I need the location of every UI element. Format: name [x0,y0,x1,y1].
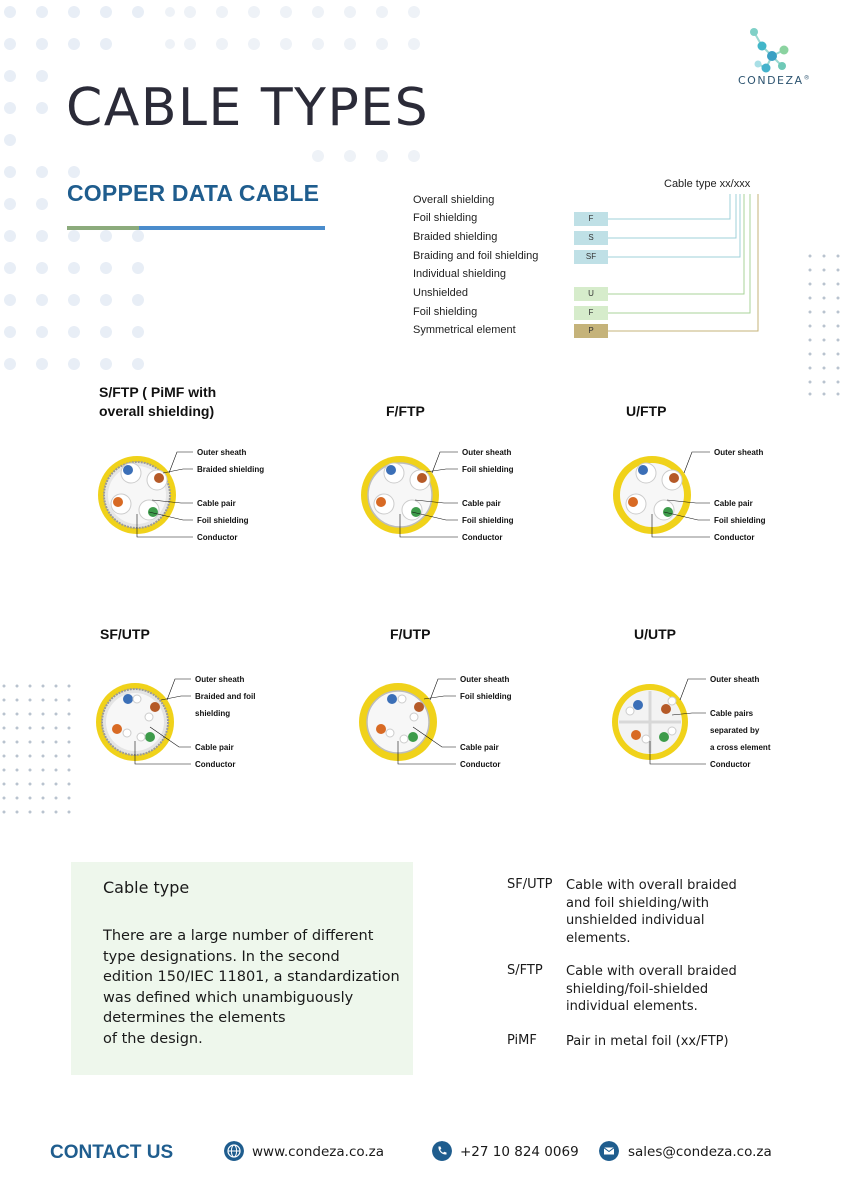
cable-title-sftp: S/FTP ( PiMF with overall shielding) [99,384,217,419]
info-heading: Cable type [103,878,190,897]
label-cable-pairs: Cable pairs [710,709,754,718]
label-cable-pair: Cable pair [197,499,236,508]
label-conductor: Conductor [197,533,238,542]
legend-connector-lines [0,0,848,360]
label-conductor: Conductor [462,533,503,542]
cable-diagram-futp [356,667,546,779]
label-outer-sheath: Outer sheath [710,675,760,684]
label-foil-shielding: Foil shielding [460,692,512,701]
definition-line: elements. [566,930,631,946]
contact-title: CONTACT US [50,1142,174,1163]
phone-link[interactable]: +27 10 824 0069 [460,1144,579,1160]
label-outer-sheath: Outer sheath [197,448,247,457]
label-braided-shielding: Braided shielding [197,465,265,474]
cable-diagram-uftp [610,440,800,552]
globe-icon [224,1141,244,1161]
label-cable-pair: Cable pair [462,499,501,508]
definition-text-sfutp [566,877,766,947]
label-conductor: Conductor [714,533,755,542]
cable-diagram-uutp [606,667,796,779]
definition-line: Cable with overall braided [566,878,737,893]
definition-line: Cable with overall braided [566,964,737,979]
cable-diagram-fftp [358,440,548,552]
label-separated-by: separated by [710,726,760,735]
code-box-sf: SF [574,250,608,264]
label-foil-shielding: Foil shielding [462,465,514,474]
email-icon [599,1141,619,1161]
info-line: There are a large number of different [103,928,374,944]
info-line: of the design. [103,1030,203,1047]
definition-abbr-sfutp: SF/UTP [507,877,553,892]
label-conductor: Conductor [195,760,236,769]
legend-label-symmetrical-element: Symmetrical element [413,324,516,336]
info-text [103,926,403,1049]
cable-title-fftp: F/FTP [386,403,425,419]
label-shielding: shielding [195,709,231,718]
section-title: COPPER DATA CABLE [67,180,320,206]
page-title: CABLE TYPES [66,78,430,138]
label-foil-shielding-2: Foil shielding [462,516,514,525]
cable-title-futp: F/UTP [390,626,431,642]
legend-label-braiding-foil: Braiding and foil shielding [413,250,539,262]
definition-line: shielding/foil-shielded [566,981,709,997]
label-outer-sheath: Outer sheath [195,675,245,684]
definition-abbr-sftp: S/FTP [507,963,543,978]
legend-label-foil-shielding-2: Foil shielding [413,306,478,318]
code-box-f: F [574,212,608,226]
code-box-s: S [574,231,608,245]
label-outer-sheath: Outer sheath [462,448,512,457]
dot-pattern-left [0,682,80,822]
legend-label-unshielded: Unshielded [413,287,469,299]
definition-text-pimf [566,1033,766,1051]
label-foil-shielding: Foil shielding [197,516,249,525]
cable-diagram-sftp [97,440,287,552]
legend-label-braided-shielding: Braided shielding [413,231,498,243]
phone-icon [432,1141,452,1161]
info-line: was defined which unambiguously [103,989,354,1006]
label-conductor: Conductor [710,760,751,769]
cable-title-uutp: U/UTP [634,626,676,642]
definition-line: and foil shielding/with [566,895,710,911]
label-cable-pair: Cable pair [460,743,499,752]
website-link[interactable]: www.condeza.co.za [252,1144,385,1160]
info-line: type designations. In the second [103,948,340,965]
info-line: determines the elements [103,1010,286,1026]
definition-text-sftp [566,963,766,1016]
code-box-f-2: F [574,306,608,320]
label-braided-and-foil: Braided and foil [195,692,256,701]
code-box-p: P [574,324,608,338]
label-cable-pair: Cable pair [195,743,234,752]
label-conductor: Conductor [460,760,501,769]
email-link[interactable]: sales@condeza.co.za [628,1144,772,1160]
definition-line: Pair in metal foil (xx/FTP) [566,1034,729,1049]
cable-title-uftp: U/FTP [626,403,667,419]
label-cross-element: a cross element [710,743,771,752]
label-outer-sheath: Outer sheath [714,448,764,457]
cable-diagram-sfutp [93,667,283,779]
code-box-u: U [574,287,608,301]
definition-line: unshielded individual [566,913,705,928]
label-cable-pair: Cable pair [714,499,753,508]
label-outer-sheath: Outer sheath [460,675,510,684]
definition-abbr-pimf: PiMF [507,1033,537,1048]
legend-label-foil-shielding: Foil shielding [413,212,478,224]
legend-label-individual-shielding: Individual shielding [413,268,506,280]
brand-name: CONDEZA® [738,74,812,87]
cable-title-sfutp: SF/UTP [100,626,150,642]
legend-title: Cable type xx/xxx [664,178,751,190]
label-foil-shielding: Foil shielding [714,516,766,525]
definition-line: individual elements. [566,999,698,1014]
info-line: edition 150/IEC 11801, a standardization [103,969,400,985]
legend-label-overall-shielding: Overall shielding [413,194,495,206]
